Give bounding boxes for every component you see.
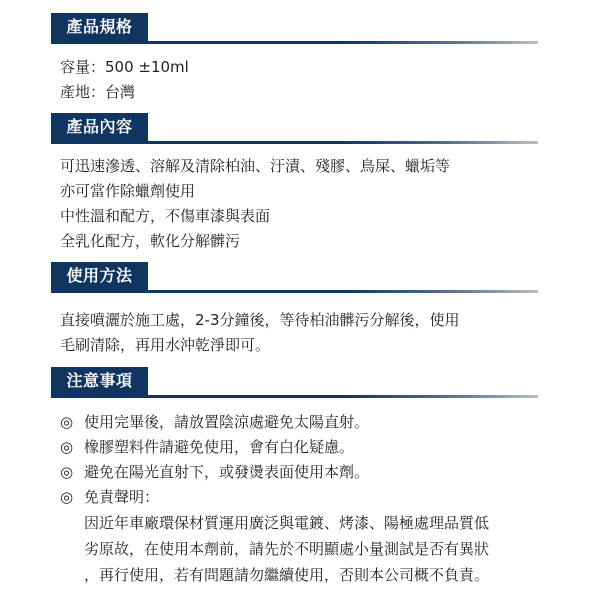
section-divider [51, 141, 538, 144]
usage-line: 直接噴灑於施工處，2-3分鐘後，等待柏油髒污分解後，使用 [60, 311, 460, 329]
section-header-usage [51, 262, 538, 292]
note-text: 免責聲明： [84, 488, 160, 506]
bullet-icon: ◎ [60, 413, 74, 431]
bullet-icon: ◎ [60, 438, 74, 456]
note-text: 使用完畢後，請放置陰涼處避免太陽直射。 [84, 413, 370, 431]
content-body [60, 154, 450, 254]
bullet-icon: ◎ [60, 463, 74, 481]
section-divider [51, 290, 538, 293]
section-title-spec: 產品規格 [51, 13, 148, 41]
note-item [60, 410, 489, 435]
note-text: 橡膠塑料件請避免使用，會有白化疑慮。 [84, 438, 355, 456]
content-line: 全乳化配方，軟化分解髒污 [60, 232, 241, 250]
note-text: 避免在陽光直射下，或發燙表面使用本劑。 [84, 463, 370, 481]
note-item [60, 435, 489, 460]
section-divider [51, 395, 538, 398]
section-header-spec [51, 13, 538, 43]
disclaimer-body [60, 510, 489, 588]
content-line: 亦可當作除蠟劑使用 [60, 182, 196, 200]
section-header-notes [51, 367, 538, 397]
note-item-disclaimer [60, 485, 489, 510]
section-divider [51, 41, 538, 44]
content-line: 可迅速滲透、溶解及清除柏油、汙漬、殘膠、鳥屎、蠟垢等 [60, 157, 451, 175]
section-title-content: 產品內容 [51, 113, 148, 141]
section-header-content [51, 113, 538, 143]
spec-origin: 產地：台灣 [60, 83, 136, 101]
notes-list [60, 410, 489, 588]
note-item [60, 460, 489, 485]
usage-body [60, 308, 460, 358]
disclaimer-line: ，再行使用，若有問題請勿繼續使用，否則本公司概不負責。 [84, 566, 490, 584]
spec-body [60, 55, 189, 105]
section-title-usage: 使用方法 [51, 262, 148, 290]
disclaimer-line: 因近年車廠環保材質運用廣泛與電鍍、烤漆、陽極處理品質低 [84, 514, 490, 532]
content-line: 中性溫和配方，不傷車漆與表面 [60, 207, 271, 225]
section-title-notes: 注意事項 [51, 367, 148, 395]
usage-line: 毛刷清除，再用水沖乾淨即可。 [60, 336, 271, 354]
bullet-icon: ◎ [60, 488, 74, 506]
disclaimer-line: 劣原故，在使用本劑前，請先於不明顯處小量測試是否有異狀 [84, 540, 490, 558]
spec-capacity: 容量：500 ±10ml [60, 58, 189, 76]
